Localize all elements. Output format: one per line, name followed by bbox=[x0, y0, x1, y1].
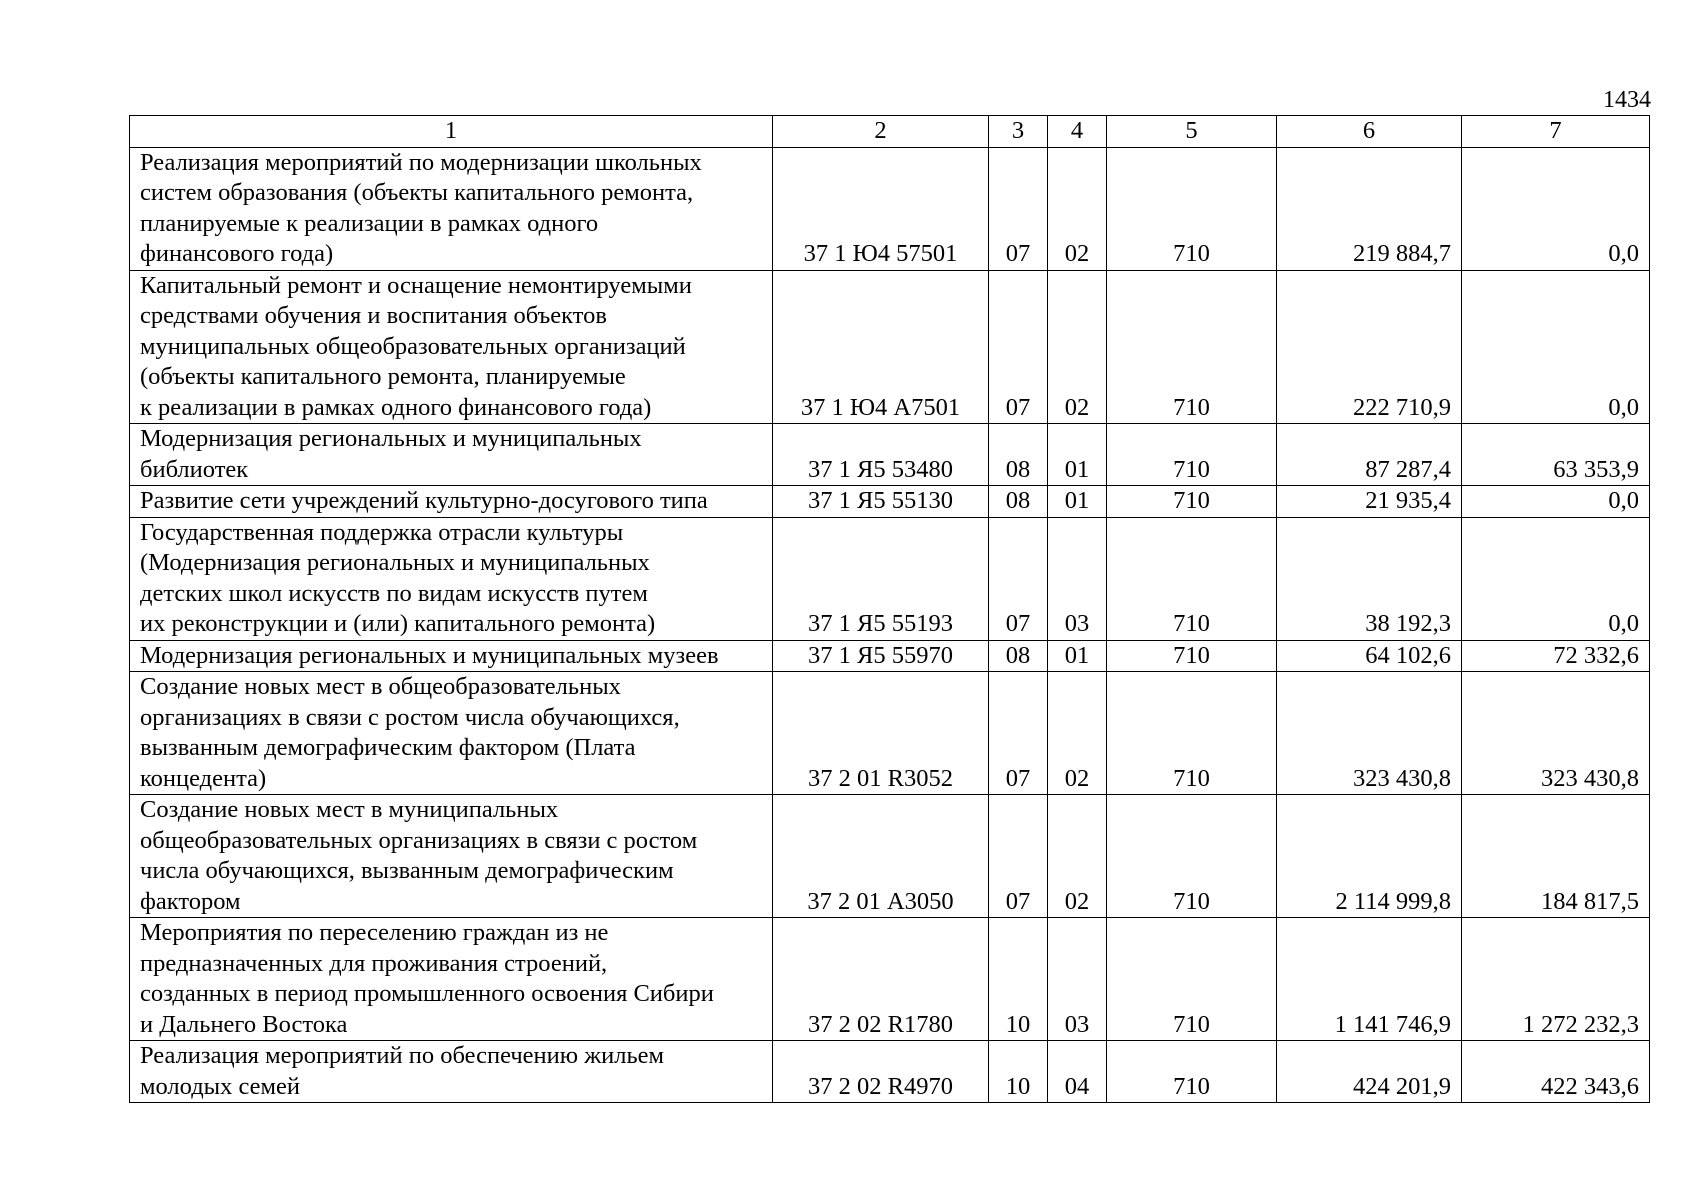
subsection-cell: 03 bbox=[1048, 918, 1107, 1041]
amount-col6-cell: 1 141 746,9 bbox=[1277, 918, 1462, 1041]
section-cell: 10 bbox=[989, 1041, 1048, 1103]
subsection-cell: 02 bbox=[1048, 795, 1107, 918]
subsection-cell: 03 bbox=[1048, 517, 1107, 640]
section-cell: 08 bbox=[989, 424, 1048, 486]
column-header-1: 1 bbox=[130, 116, 773, 148]
row-name-cell: Создание новых мест в общеобразовательных организациях в связи с ростом числа обучающихся, вызванным демографическим фактором (Плата концедента) bbox=[130, 672, 773, 795]
row-name-cell: Создание новых мест в муниципальных общеобразовательных организациях в связи с ростом числа обучающихся, вызванным демографическим фактором bbox=[130, 795, 773, 918]
expense-type-cell: 710 bbox=[1107, 517, 1277, 640]
subsection-cell: 02 bbox=[1048, 147, 1107, 270]
subsection-cell: 01 bbox=[1048, 486, 1107, 518]
target-code-cell: 37 1 Я5 55193 bbox=[773, 517, 989, 640]
amount-col7-cell: 323 430,8 bbox=[1462, 672, 1650, 795]
expense-type-cell: 710 bbox=[1107, 795, 1277, 918]
column-header-3: 3 bbox=[989, 116, 1048, 148]
section-cell: 07 bbox=[989, 270, 1048, 424]
row-name-cell: Развитие сети учреждений культурно-досугового типа bbox=[130, 486, 773, 518]
subsection-cell: 01 bbox=[1048, 424, 1107, 486]
target-code-cell: 37 2 01 А3050 bbox=[773, 795, 989, 918]
amount-col6-cell: 87 287,4 bbox=[1277, 424, 1462, 486]
expense-type-cell: 710 bbox=[1107, 424, 1277, 486]
expense-type-cell: 710 bbox=[1107, 270, 1277, 424]
section-cell: 07 bbox=[989, 672, 1048, 795]
expense-type-cell: 710 bbox=[1107, 918, 1277, 1041]
target-code-cell: 37 1 Я5 53480 bbox=[773, 424, 989, 486]
page-number: 1434 bbox=[1603, 87, 1651, 113]
amount-col7-cell: 0,0 bbox=[1462, 517, 1650, 640]
amount-col6-cell: 38 192,3 bbox=[1277, 517, 1462, 640]
table-row bbox=[130, 270, 1650, 424]
target-code-cell: 37 2 01 R3052 bbox=[773, 672, 989, 795]
table-row bbox=[130, 918, 1650, 1041]
amount-col7-cell: 72 332,6 bbox=[1462, 640, 1650, 672]
target-code-cell: 37 1 Ю4 А7501 bbox=[773, 270, 989, 424]
amount-col6-cell: 323 430,8 bbox=[1277, 672, 1462, 795]
target-code-cell: 37 1 Я5 55130 bbox=[773, 486, 989, 518]
header-row bbox=[130, 116, 1650, 148]
table-row bbox=[130, 147, 1650, 270]
amount-col6-cell: 219 884,7 bbox=[1277, 147, 1462, 270]
amount-col6-cell: 64 102,6 bbox=[1277, 640, 1462, 672]
row-name-cell: Реализация мероприятий по обеспечению жильем молодых семей bbox=[130, 1041, 773, 1103]
row-name-cell: Мероприятия по переселению граждан из не предназначенных для проживания строений, созданных в период промышленного освоения Сибири и Дальнего Востока bbox=[130, 918, 773, 1041]
amount-col7-cell: 0,0 bbox=[1462, 147, 1650, 270]
expense-type-cell: 710 bbox=[1107, 640, 1277, 672]
amount-col7-cell: 184 817,5 bbox=[1462, 795, 1650, 918]
row-name-cell: Государственная поддержка отрасли культуры (Модернизация региональных и муниципальных детских школ искусств по видам искусств путем их реконструкции и (или) капитального ремонта) bbox=[130, 517, 773, 640]
amount-col6-cell: 424 201,9 bbox=[1277, 1041, 1462, 1103]
column-header-4: 4 bbox=[1048, 116, 1107, 148]
subsection-cell: 04 bbox=[1048, 1041, 1107, 1103]
target-code-cell: 37 2 02 R1780 bbox=[773, 918, 989, 1041]
expense-type-cell: 710 bbox=[1107, 1041, 1277, 1103]
column-header-7: 7 bbox=[1462, 116, 1650, 148]
table-row bbox=[130, 1041, 1650, 1103]
row-name-cell: Модернизация региональных и муниципальных музеев bbox=[130, 640, 773, 672]
column-header-6: 6 bbox=[1277, 116, 1462, 148]
amount-col7-cell: 422 343,6 bbox=[1462, 1041, 1650, 1103]
subsection-cell: 01 bbox=[1048, 640, 1107, 672]
row-name-cell: Реализация мероприятий по модернизации школьных систем образования (объекты капитального ремонта, планируемые к реализации в рамках одного финансового года) bbox=[130, 147, 773, 270]
table-row bbox=[130, 640, 1650, 672]
column-header-2: 2 bbox=[773, 116, 989, 148]
amount-col7-cell: 0,0 bbox=[1462, 486, 1650, 518]
table-row bbox=[130, 486, 1650, 518]
budget-table bbox=[129, 115, 1650, 1103]
subsection-cell: 02 bbox=[1048, 672, 1107, 795]
amount-col7-cell: 0,0 bbox=[1462, 270, 1650, 424]
amount-col6-cell: 222 710,9 bbox=[1277, 270, 1462, 424]
target-code-cell: 37 2 02 R4970 bbox=[773, 1041, 989, 1103]
table-row bbox=[130, 517, 1650, 640]
section-cell: 07 bbox=[989, 147, 1048, 270]
target-code-cell: 37 1 Ю4 57501 bbox=[773, 147, 989, 270]
expense-type-cell: 710 bbox=[1107, 672, 1277, 795]
amount-col7-cell: 63 353,9 bbox=[1462, 424, 1650, 486]
amount-col6-cell: 21 935,4 bbox=[1277, 486, 1462, 518]
section-cell: 07 bbox=[989, 517, 1048, 640]
subsection-cell: 02 bbox=[1048, 270, 1107, 424]
section-cell: 10 bbox=[989, 918, 1048, 1041]
amount-col7-cell: 1 272 232,3 bbox=[1462, 918, 1650, 1041]
column-header-5: 5 bbox=[1107, 116, 1277, 148]
row-name-cell: Модернизация региональных и муниципальных библиотек bbox=[130, 424, 773, 486]
table-row bbox=[130, 672, 1650, 795]
section-cell: 08 bbox=[989, 486, 1048, 518]
table-header bbox=[130, 116, 1650, 148]
row-name-cell: Капитальный ремонт и оснащение немонтируемыми средствами обучения и воспитания объектов муниципальных общеобразовательных организаций (объекты капитального ремонта, планируемые к реализации в рамках одного финансового года) bbox=[130, 270, 773, 424]
table-body bbox=[130, 147, 1650, 1103]
table-row bbox=[130, 795, 1650, 918]
expense-type-cell: 710 bbox=[1107, 486, 1277, 518]
amount-col6-cell: 2 114 999,8 bbox=[1277, 795, 1462, 918]
expense-type-cell: 710 bbox=[1107, 147, 1277, 270]
section-cell: 07 bbox=[989, 795, 1048, 918]
section-cell: 08 bbox=[989, 640, 1048, 672]
table-row bbox=[130, 424, 1650, 486]
target-code-cell: 37 1 Я5 55970 bbox=[773, 640, 989, 672]
